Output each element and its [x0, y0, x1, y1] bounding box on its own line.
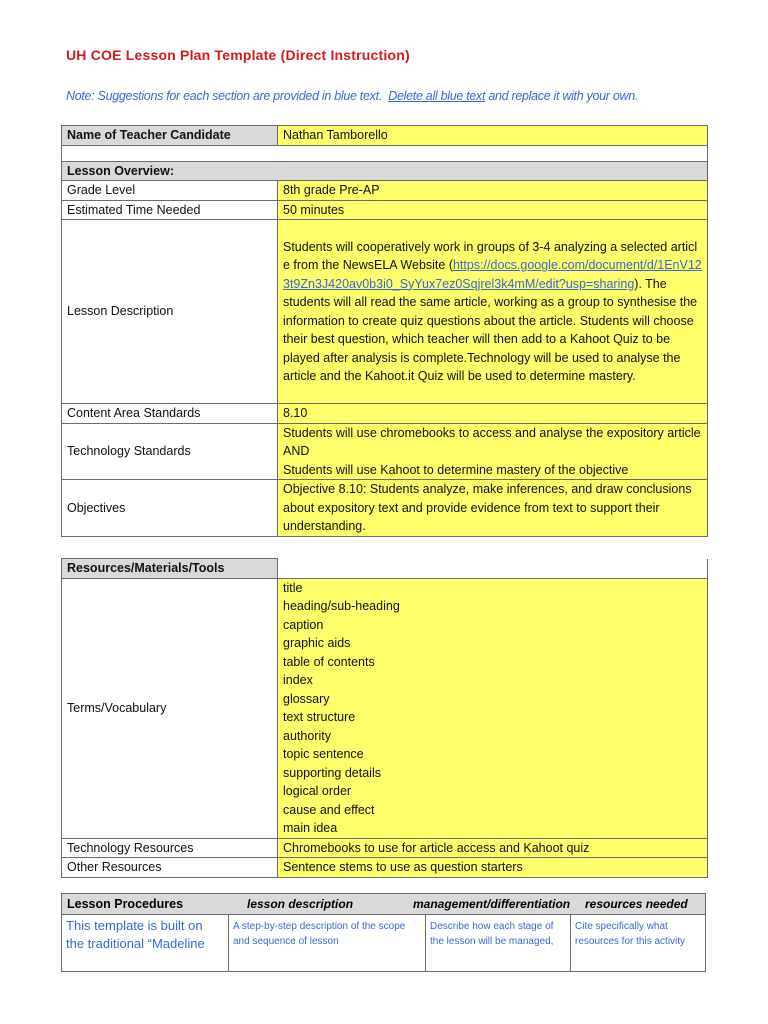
term-item: supporting details: [283, 765, 381, 780]
technology-resources-label: Technology Resources: [62, 838, 278, 858]
content-standards-label: Content Area Standards: [62, 404, 278, 424]
tech-standard-line-1: Students will use chromebooks to access and analyse the expository article: [283, 425, 701, 440]
resources-heading: Resources/Materials/Tools: [62, 559, 278, 579]
procedures-row: [61, 915, 706, 972]
term-item: logical order: [283, 784, 352, 798]
term-item: text structure: [283, 710, 356, 724]
technology-standards-label: Technology Standards: [62, 423, 278, 480]
tech-standard-line-2: AND: [283, 444, 310, 458]
teacher-label: Name of Teacher Candidate: [62, 126, 278, 146]
content-standards-value[interactable]: 8.10: [278, 404, 708, 424]
term-item: main idea: [283, 821, 338, 835]
note-delete-instruction: Delete all blue text: [388, 89, 486, 103]
col-lesson-description: lesson description: [247, 897, 354, 911]
instructions-note: [66, 89, 638, 103]
grade-level-label: Grade Level: [62, 181, 278, 201]
resources-heading-blank: [278, 559, 708, 579]
technology-standards-value[interactable]: [278, 423, 708, 480]
note-prefix: Note: Suggestions for each section are provided in blue text.: [66, 89, 382, 103]
time-needed-label: Estimated Time Needed: [62, 200, 278, 220]
note-suffix: and replace it with your own.: [488, 89, 639, 103]
procedure-cell-intro[interactable]: This template is built on the traditional “Madeline: [62, 915, 229, 971]
lesson-description-label: Lesson Description: [62, 220, 278, 404]
other-resources-label: Other Resources: [62, 858, 278, 878]
grade-level-value[interactable]: 8th grade Pre-AP: [278, 181, 708, 201]
other-resources-value[interactable]: Sentence stems to use as question starters: [278, 858, 708, 878]
lesson-description-text-end: ). The students will all read the same article, working as a group to synthesise the information to create quiz questions about the article. Students will choose their best question, which teacher will then add to a Kahoot Quiz to be played after analysis is complete.Technology will be used to analyse the article and the Kahoot.it Quiz will be used to determine mastery.: [283, 276, 698, 383]
term-item: heading/sub-heading: [283, 599, 400, 613]
term-item: table of contents: [283, 654, 375, 669]
resources-table: [61, 558, 708, 878]
term-item: cause and effect: [283, 802, 375, 817]
term-item: glossary: [283, 691, 330, 706]
term-item: caption: [283, 617, 324, 632]
overview-table: [61, 125, 708, 537]
lesson-description-value[interactable]: [278, 220, 708, 404]
term-item: index: [283, 673, 313, 687]
procedure-cell-management[interactable]: Describe how each stage of the lesson will be managed,: [426, 915, 571, 971]
spacer-row: [62, 145, 708, 161]
procedures-header-row: [61, 893, 706, 915]
objectives-value[interactable]: Objective 8.10: Students analyze, make inferences, and draw conclusions about expository text and provide evidence from text to support their understanding.: [278, 480, 708, 537]
procedure-cell-resources[interactable]: Cite specifically what resources for this activity: [575, 921, 686, 947]
procedures-table: [61, 893, 706, 972]
document-title: UH COE Lesson Plan Template (Direct Instruction): [66, 47, 410, 63]
terms-list[interactable]: [278, 578, 708, 838]
overview-heading: Lesson Overview:: [62, 161, 708, 181]
terms-label: Terms/Vocabulary: [62, 578, 278, 838]
col-resources-needed: resources needed: [585, 897, 688, 911]
time-needed-value[interactable]: 50 minutes: [278, 200, 708, 220]
tech-standard-line-3: Students will use Kahoot to determine mastery of the objective: [283, 462, 629, 477]
term-item: title: [283, 580, 303, 595]
teacher-name[interactable]: Nathan Tamborello: [278, 126, 708, 146]
procedure-cell-description[interactable]: A step-by-step description of the scope and sequence of lesson: [229, 915, 426, 971]
col-management: management/differentiation: [413, 897, 571, 911]
term-item: graphic aids: [283, 636, 351, 650]
lesson-description-text-start: Students will cooperatively work in groups of 3-4 analyzing a selected article from the NewsELA Website (: [283, 239, 698, 272]
term-item: topic sentence: [283, 747, 364, 761]
newsela-article-link[interactable]: https://docs.google.com/document/d/1EnV123t9Zn3J420av0b3i0_SyYux7ez0Sqjrel3k4mM/edit?usp=sharing: [283, 258, 702, 291]
technology-resources-value[interactable]: Chromebooks to use for article access and Kahoot quiz: [278, 838, 708, 858]
procedures-heading: Lesson Procedures: [67, 897, 184, 911]
term-item: authority: [283, 728, 331, 743]
objectives-label: Objectives: [62, 480, 278, 537]
